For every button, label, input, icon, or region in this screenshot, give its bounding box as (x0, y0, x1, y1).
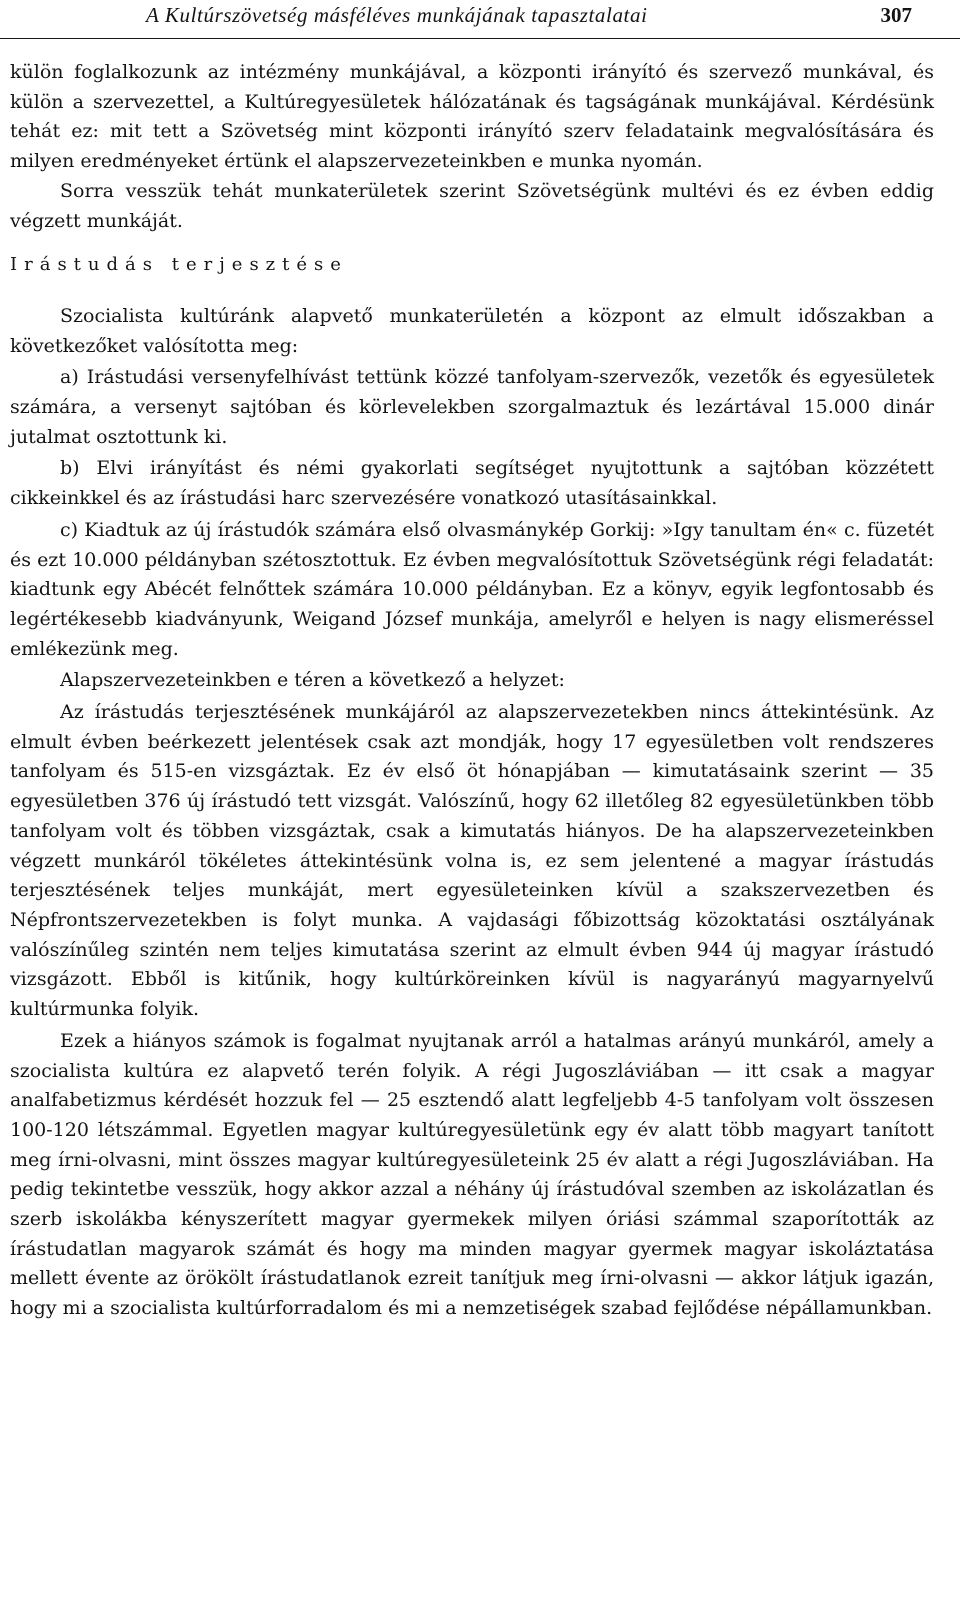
paragraph: Szocialista kultúránk alapvető munkaterületén a központ az elmult időszakban a következőket valósította meg: (10, 304, 934, 357)
list-item: c) Kiadtuk az új írástudók számára első olvasmánykép Gorkij: »Igy tanultam én« c. füzetét és ezt 10.000 példányban szétosztottuk. Ez évben megvalósítottuk Szövetségünk régi feladatát: kiadtunk egy Abécét felnőttek számára 10.000 példányban. Ez a könyv, egyik legfontosabb és legértékesebb kiadványunk, Weigand József munkája, amelyről e helyen is nagy elismeréssel emlékezünk meg. (10, 518, 934, 660)
paragraph: Ezek a hiányos számok is fogalmat nyujtanak arról a hatalmas arányú munkáról, amely a szocialista kultúra ez alapvető terén folyik. A régi Jugoszláviában — itt csak a magyar analfabetizmus kérdését hozzuk fel — 25 esztendő alatt legfeljebb 4-5 tanfolyam volt összesen 100-120 létszámmal. Egyetlen magyar kultúregyesületünk egy év alatt több magyart tanított meg írni-olvasni, mint összes magyar kultúregyesületeink 25 év alatt a régi Jugoszláviában. Ha pedig tekintetbe vesszük, hogy akkor azzal a néhány új írástudóval szemben az iskolázatlan és szerb iskolákba kényszerített magyar gyermekek milyen óriási számmal szaporították az írástudatlan magyarok számát és hogy ma minden magyar gyermek magyar iskoláztatása mellett évente az örökölt írástudatlanok ezreit tanítjuk meg írni-olvasni — akkor látjuk igazán, hogy mi a szocialista kultúrforradalom és mi a nemzetiségek szabad fejlődése népállamunkban. (10, 1029, 934, 1320)
running-title: A Kultúrszövetség másféléves munkájának tapasztalatai (146, 3, 648, 27)
paragraph: Sorra vesszük tehát munkaterületek szerint Szövetségünk multévi és ez évben eddig végzett munkáját. (10, 179, 934, 232)
paragraph: Az írástudás terjesztésének munkájáról az alapszervezetekben nincs áttekintésünk. Az elmult évben beérkezett jelentések csak azt mondják, hogy 17 egyesületben volt rendszeres tanfolyam és 515-en vizsgáztak. Ez év első öt hónapjában — kimutatásaink szerint — 35 egyesületben 376 új írástudó tett vizsgát. Valószínű, hogy 62 illetőleg 82 egyesületünkben több tanfolyam volt és többen vizsgáztak, csak a kimutatás hiányos. De ha alapszervezeteinkben végzett munkáról tökéletes áttekintésünk volna is, ez sem jelentené a magyar írástudás terjesztésének teljes munkáját, mert egyesületeinken kívül a szakszervezetben és Népfrontszervezetekben is folyt munka. A vajdasági főbizottság közoktatási osztályának valószínűleg szintén nem teljes kimutatása szerint az elmult évben 944 új magyar írástudó vizsgázott. Ebből is kitűnik, hogy kultúrköreinken kívül is nagyarányú magyarnyelvű kultúrmunka folyik. (10, 701, 934, 1021)
section-heading: Irástudás terjesztése (10, 254, 348, 276)
paragraph: Alapszervezeteinkben e téren a következő a helyzet: (60, 669, 565, 692)
list-item: a) Irástudási versenyfelhívást tettünk közzé tanfolyam-szervezők, vezetők és egyesületek számára, a versenyt sajtóban és körlevelekben szorgalmaztuk és lezártával 15.000 dinár jutalmat osztottunk ki. (10, 366, 934, 448)
running-header (0, 0, 960, 39)
page-number: 307 (880, 3, 912, 27)
list-item: b) Elvi irányítást és némi gyakorlati segítséget nyujtottunk a sajtóban közzétett cikkeinkkel és az írástudási harc szervezésére vonatkozó utasításainkkal. (10, 457, 934, 510)
paragraph: külön foglalkozunk az intézmény munkájával, a központi irányító és szervező munkával, és külön a szervezettel, a Kultúregyesületek hálózatának és tagságának munkájával. Kérdésünk tehát ez: mit tett a Szövetség mint központi irányító szerv feladataink megvalósítására és milyen eredményeket értünk el alapszervezeteinkben e munka nyomán. (10, 61, 934, 173)
body-text (0, 58, 960, 1324)
